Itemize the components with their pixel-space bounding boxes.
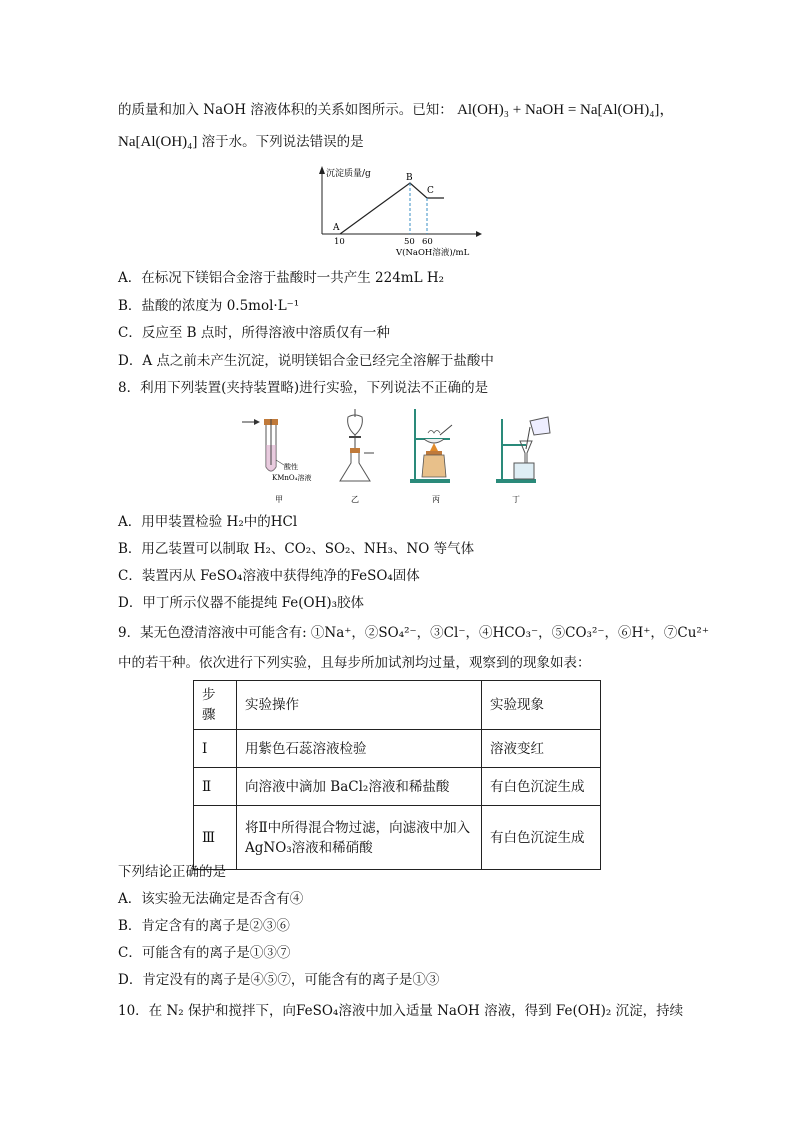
x-axis-arrow — [476, 231, 482, 237]
tick-10: 10 — [334, 237, 345, 247]
row-3-operation: 将Ⅱ中所得混合物过滤，向滤液中加入 AgNO₃溶液和稀硝酸 — [237, 806, 482, 870]
kmno4-label-1: 酸性 — [284, 463, 298, 471]
row-2-operation: 向溶液中滴加 BaCl₂溶液和稀盐酸 — [237, 768, 482, 806]
evaporating-dish — [424, 439, 444, 443]
glass-rod — [440, 425, 452, 435]
q7-option-d: D．A 点之前未产生沉淀，说明镁铝合金已经完全溶解于盐酸中 — [118, 353, 494, 369]
label-yi: 乙 — [351, 495, 359, 504]
row-3-phenomenon: 有白色沉淀生成 — [482, 806, 601, 870]
apparatus-yi — [340, 409, 374, 504]
label-jia: 甲 — [275, 495, 283, 504]
q7-option-b: B．盐酸的浓度为 0.5mol·L⁻¹ — [118, 298, 300, 314]
precipitate-graph — [314, 164, 484, 262]
q10-stem: 10．在 N₂ 保护和搅拌下，向FeSO₄溶液中加入适量 NaOH 溶液，得到 Fe(OH)₂ 沉淀，持续 — [118, 1003, 684, 1019]
stand-base — [410, 479, 450, 483]
beaker — [514, 463, 534, 479]
alcohol-burner — [422, 455, 446, 477]
flask-stopper — [350, 448, 360, 453]
apparatus-jia — [242, 419, 311, 504]
q9-option-b: B．肯定含有的离子是②③⑥ — [118, 918, 290, 934]
label-bing: 丙 — [432, 495, 440, 504]
experiment-table — [193, 680, 601, 870]
q9-stem-2: 中的若干种。依次进行下列实验，且每步所加试剂均过量，观察到的现象如表： — [118, 655, 591, 671]
q7-option-a: A．在标况下镁铝合金溶于盐酸时一共产生 224mL H₂ — [118, 270, 445, 286]
point-c-label: C — [427, 186, 434, 196]
row-3-step: Ⅲ — [194, 806, 237, 870]
label-ding: 丁 — [512, 495, 520, 504]
burner-top — [426, 451, 442, 455]
row-1-step: Ⅰ — [194, 730, 237, 768]
header-operation: 实验操作 — [237, 681, 482, 730]
apparatus-figure — [240, 405, 560, 513]
flame-icon — [430, 443, 438, 451]
point-a-label: A — [333, 223, 340, 233]
row-1-phenomenon: 溶液变红 — [482, 730, 601, 768]
q8-stem: 8．利用下列装置(夹持装置略)进行实验，下列说法不正确的是 — [118, 380, 489, 396]
graph-ylabel: 沉淀质量/g — [326, 169, 371, 179]
table-row — [194, 806, 601, 870]
conical-flask — [340, 453, 370, 481]
intro-line-1 — [118, 101, 674, 119]
q9-option-a: A．该实验无法确定是否含有④ — [118, 891, 304, 907]
row-2-step: Ⅱ — [194, 768, 237, 806]
point-b-label: B — [406, 173, 413, 183]
q9-option-d: D．肯定没有的离子是④⑤⑦，可能含有的离子是①③ — [118, 972, 440, 988]
table-row — [194, 768, 601, 806]
q8-option-a: A．用甲装置检验 H₂中的HCl — [118, 514, 298, 530]
header-phenomenon: 实验现象 — [482, 681, 601, 730]
header-step: 步骤 — [194, 681, 237, 730]
y-axis-arrow — [319, 166, 325, 174]
kmno4-label-2: KMnO₄溶液 — [272, 474, 312, 482]
q7-option-c: C．反应至 B 点时，所得溶液中溶质仅有一种 — [118, 325, 390, 341]
tick-60: 60 — [422, 237, 433, 247]
q8-option-b: B．用乙装置可以制取 H₂、CO₂、SO₂、NH₃、NO 等气体 — [118, 541, 475, 557]
label-leader — [276, 460, 284, 465]
tick-50: 50 — [404, 237, 415, 247]
q8-option-c: C．装置丙从 FeSO₄溶液中获得纯净的FeSO₄固体 — [118, 568, 420, 584]
apparatus-bing — [410, 409, 452, 504]
gas-arrow-icon — [254, 419, 260, 425]
q9-stem-1: 9．某无色澄清溶液中可能含有: ①Na⁺，②SO₄²⁻，③Cl⁻，④HCO₃⁻，⑤CO₃²⁻，⑥H⁺，⑦Cu²⁺ — [118, 625, 709, 641]
intro-text-2: 溶于水。下列说法错误的是 — [201, 134, 364, 150]
table-row — [194, 730, 601, 768]
stand-base-2 — [496, 479, 536, 483]
apparatus-ding — [496, 417, 550, 504]
q8-option-d: D．甲丁所示仪器不能提纯 Fe(OH)₃胶体 — [118, 595, 365, 611]
intro-text-1: 的质量和加入 NaOH 溶液体积的关系如图所示。已知： — [118, 102, 453, 118]
intro-line-2 — [118, 133, 364, 151]
row-1-operation: 用紫色石蕊溶液检验 — [237, 730, 482, 768]
row-2-phenomenon: 有白色沉淀生成 — [482, 768, 601, 806]
pouring-beaker — [530, 417, 550, 435]
separatory-funnel — [348, 415, 363, 435]
table-header-row — [194, 681, 601, 730]
q9-conclusion-prompt: 下列结论正确的是 — [118, 864, 226, 880]
glass-rod-2 — [526, 427, 530, 449]
vapor-icon — [428, 431, 440, 434]
graph-xlabel: V(NaOH溶液)/mL — [396, 248, 470, 258]
intro-formula-1: Al(OH)₃ + NaOH = Na[Al(OH)₄]， — [457, 102, 675, 118]
intro-formula-2: Na[Al(OH)₄] — [118, 134, 198, 150]
q9-option-c: C．可能含有的离子是①③⑦ — [118, 945, 291, 961]
